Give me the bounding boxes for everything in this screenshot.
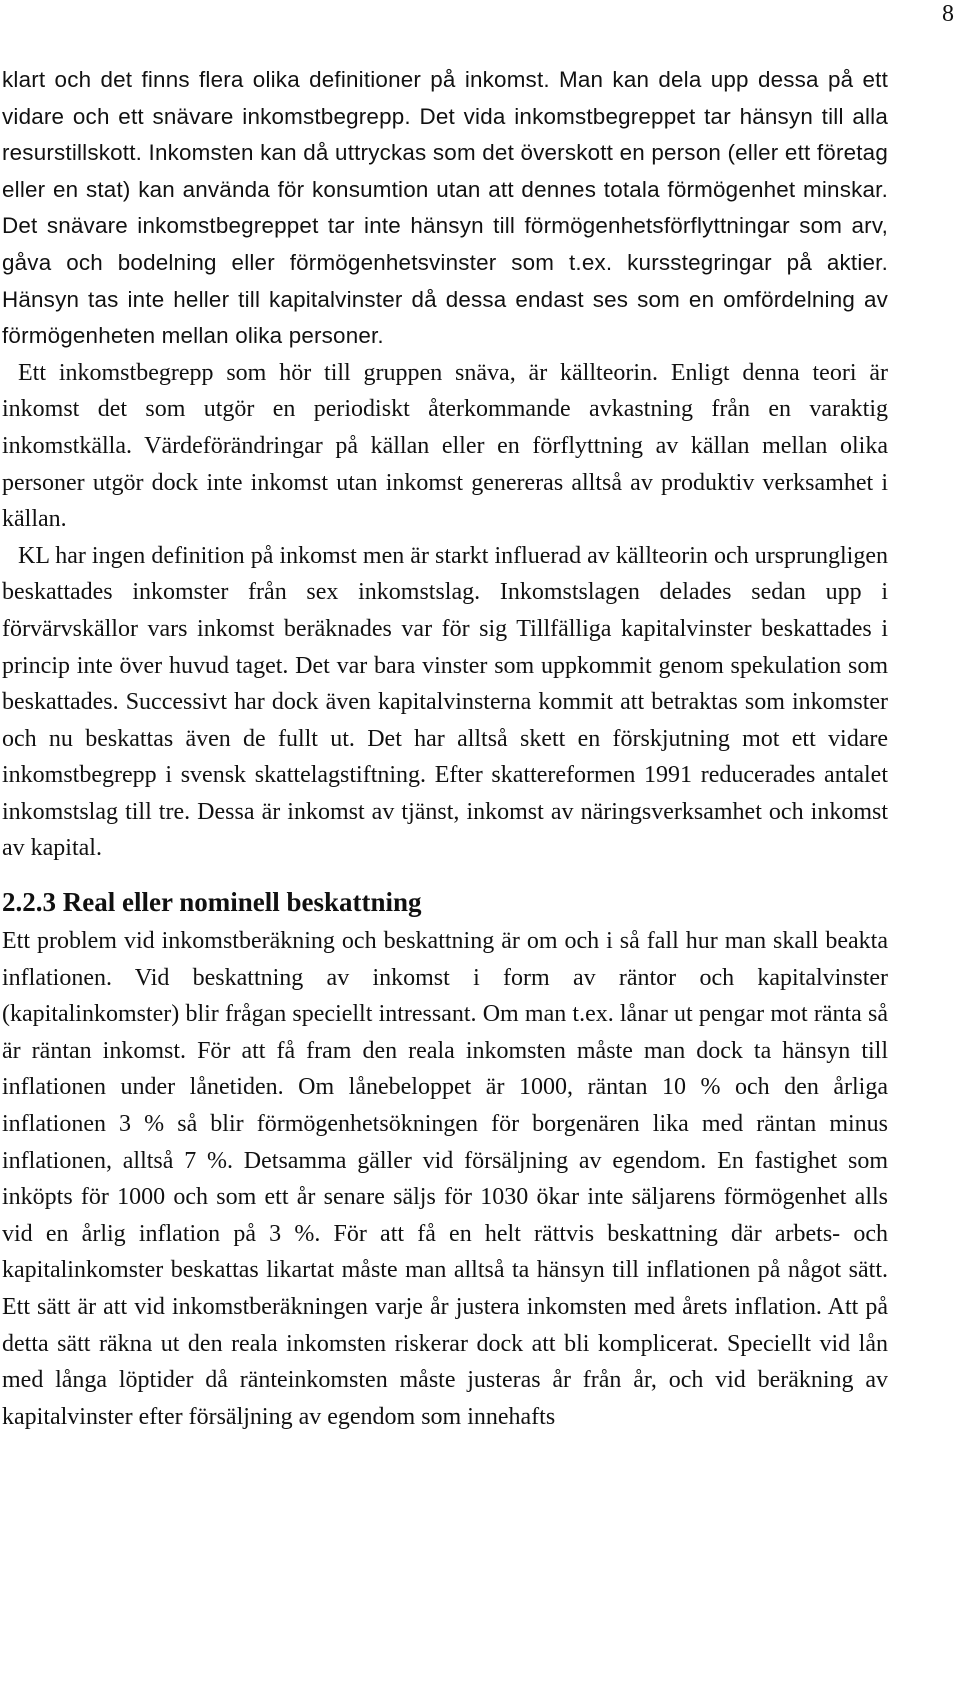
paragraph-income-definitions: klart och det finns flera olika definitioner på inkomst. Man kan dela upp dessa på ett vidare och ett snävare inkomstbegrepp. Det vida inkomstbegreppet tar hänsyn till alla resurstillskott. Inkomsten kan då uttryckas som det överskott en person (eller ett företag eller en stat) kan använda för konsumtion utan att dennes totala förmögenhet minskar. Det snävare inkomstbegreppet tar inte hänsyn till förmögenhetsförflyttningar som arv, gåva och bodelning eller förmögenhetsvinster som t.ex. kursstegringar på aktier. Hänsyn tas inte heller till kapitalvinster då dessa endast ses som en omfördelning av förmögenheten mellan olika personer. xyxy=(2,67,888,349)
paragraph-kl-income-types: KL har ingen definition på inkomst men är starkt influerad av källteorin och ursprungligen beskattades inkomster från sex inkomstslag. Inkomstslagen delades sedan upp i förvärvskällor vars inkomst beräknades var för sig Tillfälliga kapitalvinster beskattades i princip inte över huvud taget. Det var bara vinster som uppkommit genom spekulation som beskattades. Successivt har dock även kapitalvinsterna kommit att betraktas som inkomster och nu beskattas även de fullt ut. Det har alltså skett en förskjutning mot ett vidare inkomstbegrepp i svensk skattelagstiftning. Efter skattereformen 1991 reducerades antalet inkomstslag till tre. Dessa är inkomst av tjänst, inkomst av näringsverksamhet och inkomst av kapital. xyxy=(2,542,888,862)
paragraph-source-theory: Ett inkomstbegrepp som hör till gruppen snäva, är källteorin. Enligt denna teori är inkomst det som utgör en periodiskt återkommande avkastning från en varaktig inkomstkälla. Värdeförändringar på källan eller en förflyttning av källan mellan olika personer utgör dock inte inkomst utan inkomst genereras alltså av produktiv verksamhet i källan. xyxy=(2,359,888,533)
paragraph-real-nominal-taxation: Ett problem vid inkomstberäkning och beskattning är om och i så fall hur man skall beakta inflationen. Vid beskattning av inkomst i form av räntor och kapitalvinster (kapitalinkomster) blir frågan speciellt intressant. Om man t.ex. lånar ut pengar mot ränta så är räntan inkomst. För att få fram den reala inkomsten måste man dock ta hänsyn till inflationen under lånetiden. Om lånebeloppet är 1000, räntan 10 % och den årliga inflationen 3 % så blir förmögenhetsökningen för borgenären lika med räntan minus inflationen, alltså 7 %. Detsamma gäller vid försäljning av egendom. En fastighet som inköpts för 1000 och som ett år senare säljs för 1030 ökar inte säljarens förmögenhet alls vid en årlig inflation på 3 %. För att få en helt rättvis beskattning där arbets- och kapitalinkomster beskattas likartat måste man alltså ta hänsyn till inflationen på något sätt. Ett sätt är att vid inkomstberäkningen varje år justera inkomsten med årets inflation. Att på detta sätt räkna ut den reala inkomsten riskerar dock att bli komplicerat. Speciellt vid lån med långa löptider då ränteinkomsten måste justeras år från år, och vid beräkning av kapitalvinster efter försäljning av egendom som innehafts xyxy=(2,928,888,1430)
section-heading: 2.2.3 Real eller nominell beskattning xyxy=(2,887,422,918)
page-number: 8 xyxy=(942,1,954,27)
document-body xyxy=(2,62,888,1435)
